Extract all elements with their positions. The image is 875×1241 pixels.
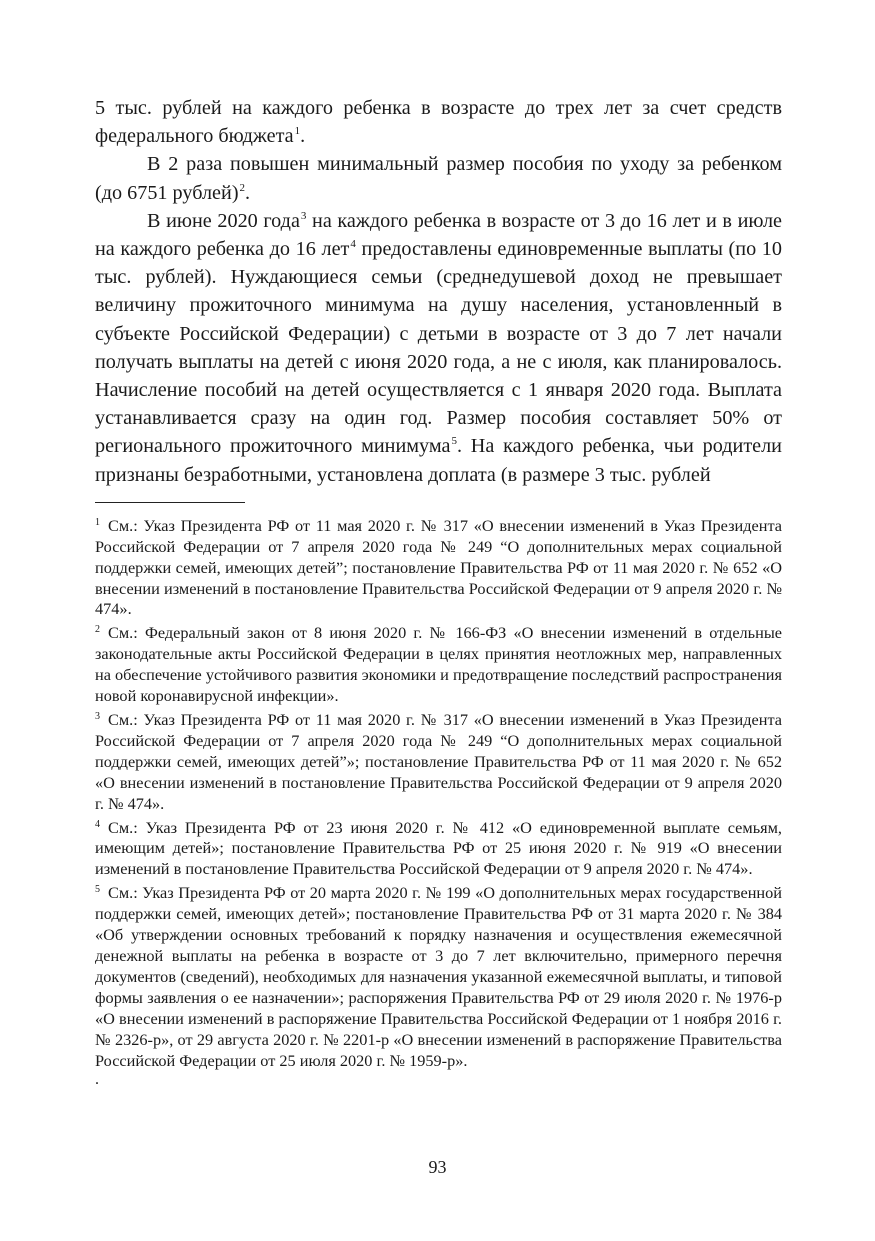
footnotes: [95, 513, 782, 1090]
footnote-number: 4: [95, 818, 100, 830]
paragraph-2: [95, 150, 782, 206]
paragraph-3-text-c: предоставлены единовременные выплаты (по 10 тыс. рублей). Нуждающиеся семьи (среднедушевой доход не превышает величину прожиточного минимума на душу населения, установленный в субъекте Российской Федерации) с детьми в возрасте от 3 до 7 лет начали получать выплаты на детей с июня 2020 года, а не с июля, как планировалось. Начисление пособий на детей осуществляется с 1 января 2020 года. Выплата устанавливается сразу на один год. Размер пособия составляет 50% от регионального прожиточного минимума: [95, 238, 782, 458]
main-text: [95, 94, 782, 489]
footnote-text: См.: Федеральный закон от 8 июня 2020 г. № 166-ФЗ «О внесении изменений в отдельные законодательные акты Российской Федерации в целях принятия неотложных мер, направленных на обеспечение устойчивого развития экономики и предотвращение последствий распространения новой коронавирусной инфекции».: [95, 623, 782, 706]
footnote-number: 2: [95, 624, 100, 636]
footnote-ref-5[interactable]: 5: [451, 435, 457, 448]
footnote-number: 5: [95, 884, 100, 896]
footnote-ref-2[interactable]: 2: [239, 181, 246, 194]
footnote-text: См.: Указ Президента РФ от 23 июня 2020 г. № 412 «О единовременной выплате семьям, имеющим детей»; постановление Правительства РФ от 25 июня 2020 г. № 919 «О внесении изменений в постановление Правительства Российской Федерации от 9 апреля 2020 г. № 474».: [95, 817, 782, 879]
paragraph-1: [95, 94, 782, 150]
stray-mark: .: [95, 1071, 99, 1089]
paragraph-3-text-d: . На каждого ребенка, чьи родители признаны безработными, установлена доплата (в размере 3 тыс. рублей: [95, 435, 782, 486]
paragraph-2-end: .: [245, 181, 251, 204]
page-content: [95, 94, 782, 1089]
footnote-text: См.: Указ Президента РФ от 20 марта 2020 г. № 199 «О дополнительных мерах государственной поддержки семей, имеющих детей»; постановление Правительства РФ от 31 марта 2020 г. № 384 «Об утверждении основных требований к порядку назначения и осуществления ежемесячной денежной выплаты на ребенка в возрасте от 3 до 7 лет включительно, примерного перечня документов (сведений), необходимых для назначения указанной ежемесячной выплаты, и типовой формы заявления о ее назначении»; распоряжения Правительства РФ от 29 июля 2020 г. № 1976-р «О внесении изменений в распоряжение Правительства Российской Федерации от 1 ноября 2016 г. № 2326-р», от 29 августа 2020 г. № 2201-р «О внесении изменений в распоряжение Правительства Российской Федерации от 25 июля 2020 г. № 1959-р».: [95, 883, 782, 1070]
footnote-1: [95, 513, 782, 621]
footnote-ref-1[interactable]: 1: [294, 125, 301, 138]
paragraph-1-end: .: [300, 125, 306, 148]
footnote-divider: [95, 502, 245, 503]
paragraph-3-text-b: на каждого ребенка в возрасте от 3 до 16 лет и в июле на каждого ребенка до 16 лет: [95, 209, 782, 261]
paragraph-2-text: В 2 раза повышен минимальный размер пособия по уходу за ребенком (до 6751 рублей): [95, 153, 782, 204]
footnote-number: 3: [95, 711, 100, 722]
footnote-4: [95, 815, 782, 881]
footnote-number: 1: [95, 516, 100, 528]
page-number: 93: [428, 1157, 447, 1177]
footnote-2: [95, 620, 782, 707]
paragraph-3: [95, 207, 782, 489]
paragraph-3-text-a: В июне 2020 года: [147, 209, 300, 232]
paragraph-1-text: 5 тыс. рублей на каждого ребенка в возрасте до трех лет за счет средств федерального бюджета: [95, 97, 782, 148]
footnote-text: См.: Указ Президента РФ от 11 мая 2020 г. № 317 «О внесении изменений в Указ Президента Российской Федерации от 7 апреля 2020 года № 249 “О дополнительных мерах социальной поддержки семей, имеющих детей”»; постановление Правительства РФ от 11 мая 2020 г. № 652 «О внесении изменений в постановление Правительства Российской Федерации от 9 апреля 2020 г. № 474».: [95, 710, 782, 813]
footnote-ref-4[interactable]: 4: [350, 238, 356, 251]
footnote-3: [95, 707, 782, 815]
footnote-text: См.: Указ Президента РФ от 11 мая 2020 г. № 317 «О внесении изменений в Указ Президента Российской Федерации от 7 апреля 2020 года № 249 “О дополнительных мерах социальной поддержки семей, имеющих детей”; постановление Правительства РФ от 11 мая 2020 г. № 652 «О внесении изменений в постановление Правительства Российской Федерации от 9 апреля 2020 г. № 474».: [95, 515, 782, 619]
footnote-ref-3[interactable]: 3: [300, 209, 307, 222]
footnote-5: [95, 880, 782, 1071]
